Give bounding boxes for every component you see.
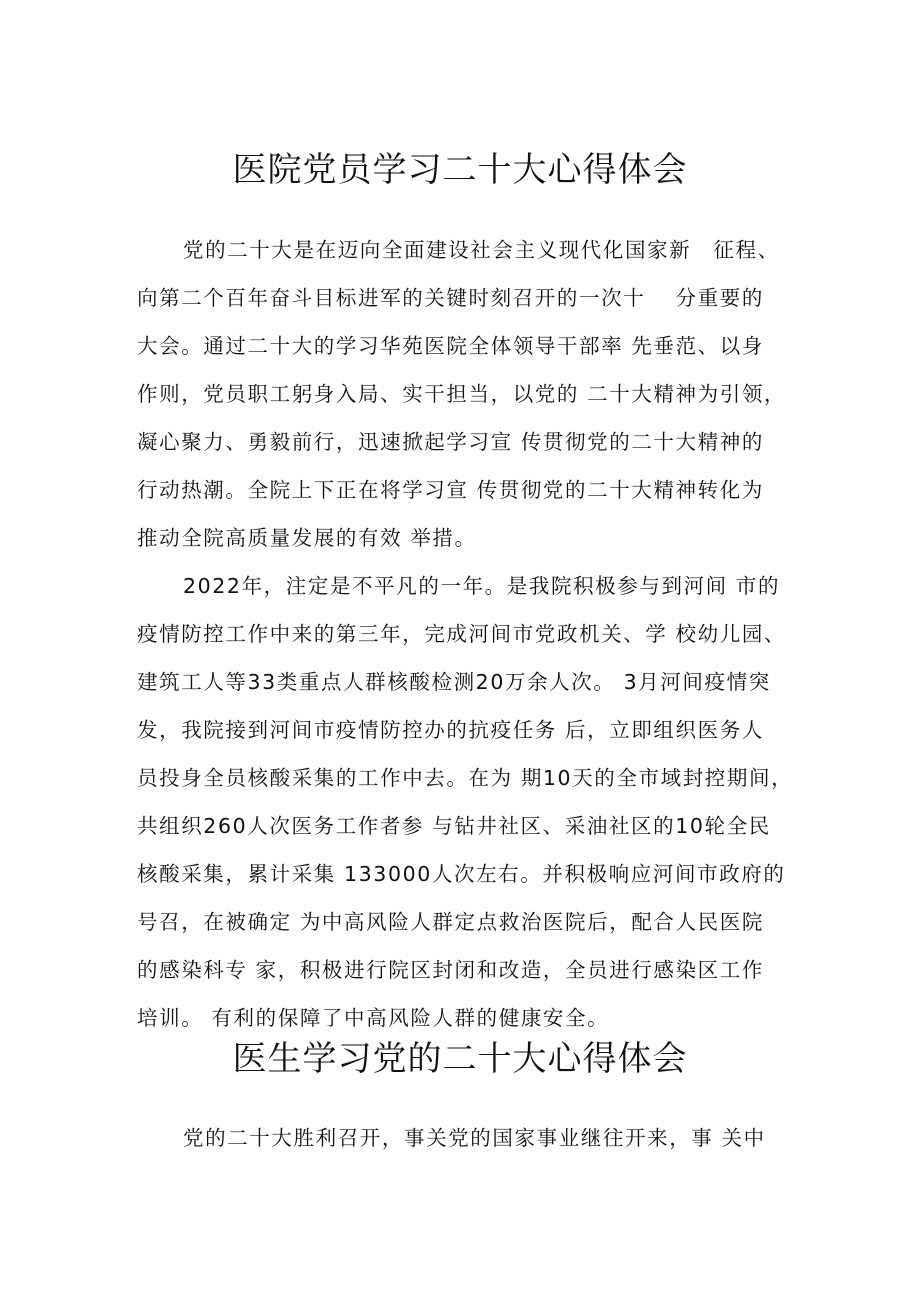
paragraph-line: 号召，在被确定 为中高风险人群定点救治医院后，配合人民医院	[137, 910, 764, 934]
paragraph-line: 党的二十大胜利召开，事关党的国家事业继往开来，事 关中	[183, 1126, 766, 1150]
paragraph-line: 大会。通过二十大的学习华苑医院全体领导干部率 先垂范、以身	[137, 334, 764, 358]
paragraph-line: 推动全院高质量发展的有效 举措。	[137, 526, 477, 550]
paragraph-doctor	[137, 1114, 797, 1162]
paragraph-line: 建筑工人等33类重点人群核酸检测20万余人次。 3月河间疫情突	[137, 670, 771, 694]
paragraph-line: 共组织260人次医务工作者参 与钻井社区、采油社区的10轮全民	[137, 814, 771, 838]
paragraph-line: 的感染科专 家，积极进行院区封闭和改造，全员进行感染区工作	[137, 958, 764, 982]
paragraph-2022	[137, 562, 797, 1042]
paragraph-line: 作则，党员职工躬身入局、实干担当，以党的 二十大精神为引领，	[137, 382, 787, 406]
paragraph-line: 党的二十大是在迈向全面建设社会主义现代化国家新 征程、	[183, 238, 780, 262]
paragraph-intro	[137, 226, 797, 562]
paragraph-line: 培训。 有利的保障了中高风险人群的健康安全。	[137, 1006, 610, 1030]
paragraph-line: 向第二个百年奋斗目标进军的关键时刻召开的一次十 分重要的	[137, 286, 764, 310]
document-title: 医院党员学习二十大心得体会	[232, 150, 688, 190]
paragraph-line: 核酸采集，累计采集 133000人次左右。并积极响应河间市政府的	[137, 862, 786, 886]
paragraph-line: 员投身全员核酸采集的工作中去。在为 期10天的全市域封控期间，	[137, 766, 794, 790]
paragraph-line: 发，我院接到河间市疫情防控办的抗疫任务 后，立即组织医务人	[137, 718, 764, 742]
paragraph-line: 2022年，注定是不平凡的一年。是我院积极参与到河间 市的	[183, 574, 781, 598]
section-title: 医生学习党的二十大心得体会	[232, 1039, 688, 1079]
paragraph-line: 行动热潮。全院上下正在将学习宣 传贯彻党的二十大精神转化为	[137, 478, 764, 502]
paragraph-line: 疫情防控工作中来的第三年，完成河间市党政机关、学 校幼儿园、	[137, 622, 787, 646]
paragraph-line: 凝心聚力、勇毅前行，迅速掀起学习宣 传贯彻党的二十大精神的	[137, 430, 764, 454]
